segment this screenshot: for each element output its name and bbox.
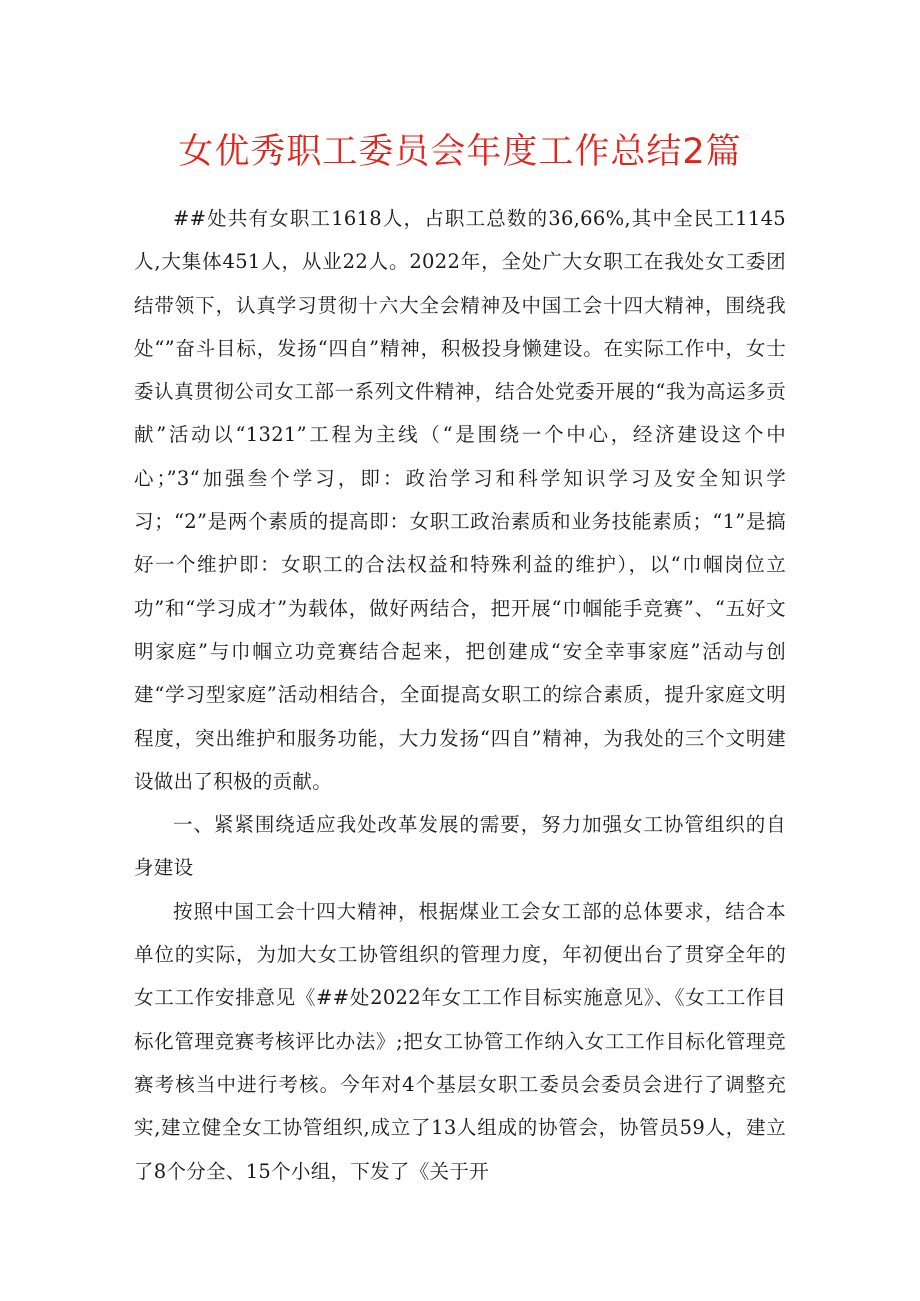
section-heading-1: 一、紧紧围绕适应我处改革发展的需要，努力加强女工协管组织的自身建设 xyxy=(134,813,786,880)
document-body xyxy=(134,197,786,1193)
paragraph-section-1: 按照中国工会十四大精神，根据煤业工会女工部的总体要求，结合本单位的实际，为加大女工协管组织的管理力度，年初便出台了贯穿全年的女工工作安排意见《##处2022年女工工作目标实施意见》、《女工工作目标化管理竞赛考核评比办法》;把女工协管工作纳入女工工作目标化管理竞赛考核当中进行考核。今年对4个基层女职工委员会委员会进行了调整充实,建立健全女工协管组织,成立了13人组成的协管会，协管员59人，建立了8个分全、15个小组，下发了《关于开 xyxy=(134,899,786,1183)
paragraph-intro: ##处共有女职工1618人，占职工总数的36,66%,其中全民工1145人,大集体451人，从业22人。2022年，全处广大女职工在我处女工委团结带领下，认真学习贯彻十六大全会精神及中国工会十四大精神，围绕我处“”奋斗目标，发扬“四自”精神，积极投身懒建设。在实际工作中，女士委认真贯彻公司女工部一系列文件精神，结合处党委开展的“我为高运多贡献”活动以“1321”工程为主线（“是围绕一个中心，经济建设这个中心；”3“加强叁个学习，即：政治学习和科学知识学习及安全知识学习；“2”是两个素质的提高即：女职工政治素质和业务技能素质；“1”是搞好一个维护即：女职工的合法权益和特殊利益的维护），以“巾帼岗位立功”和“学习成才”为载体，做好两结合，把开展“巾帼能手竞赛”、“五好文明家庭”与巾帼立功竞赛结合起来，把创建成“安全幸事家庭”活动与创建“学习型家庭”活动相结合，全面提高女职工的综合素质，提升家庭文明程度，突出维护和服务功能，大力发扬“四自”精神，为我处的三个文明建设做出了积极的贡献。 xyxy=(134,207,786,793)
document-title: 女优秀职工委员会年度工作总结2篇 xyxy=(178,132,742,172)
